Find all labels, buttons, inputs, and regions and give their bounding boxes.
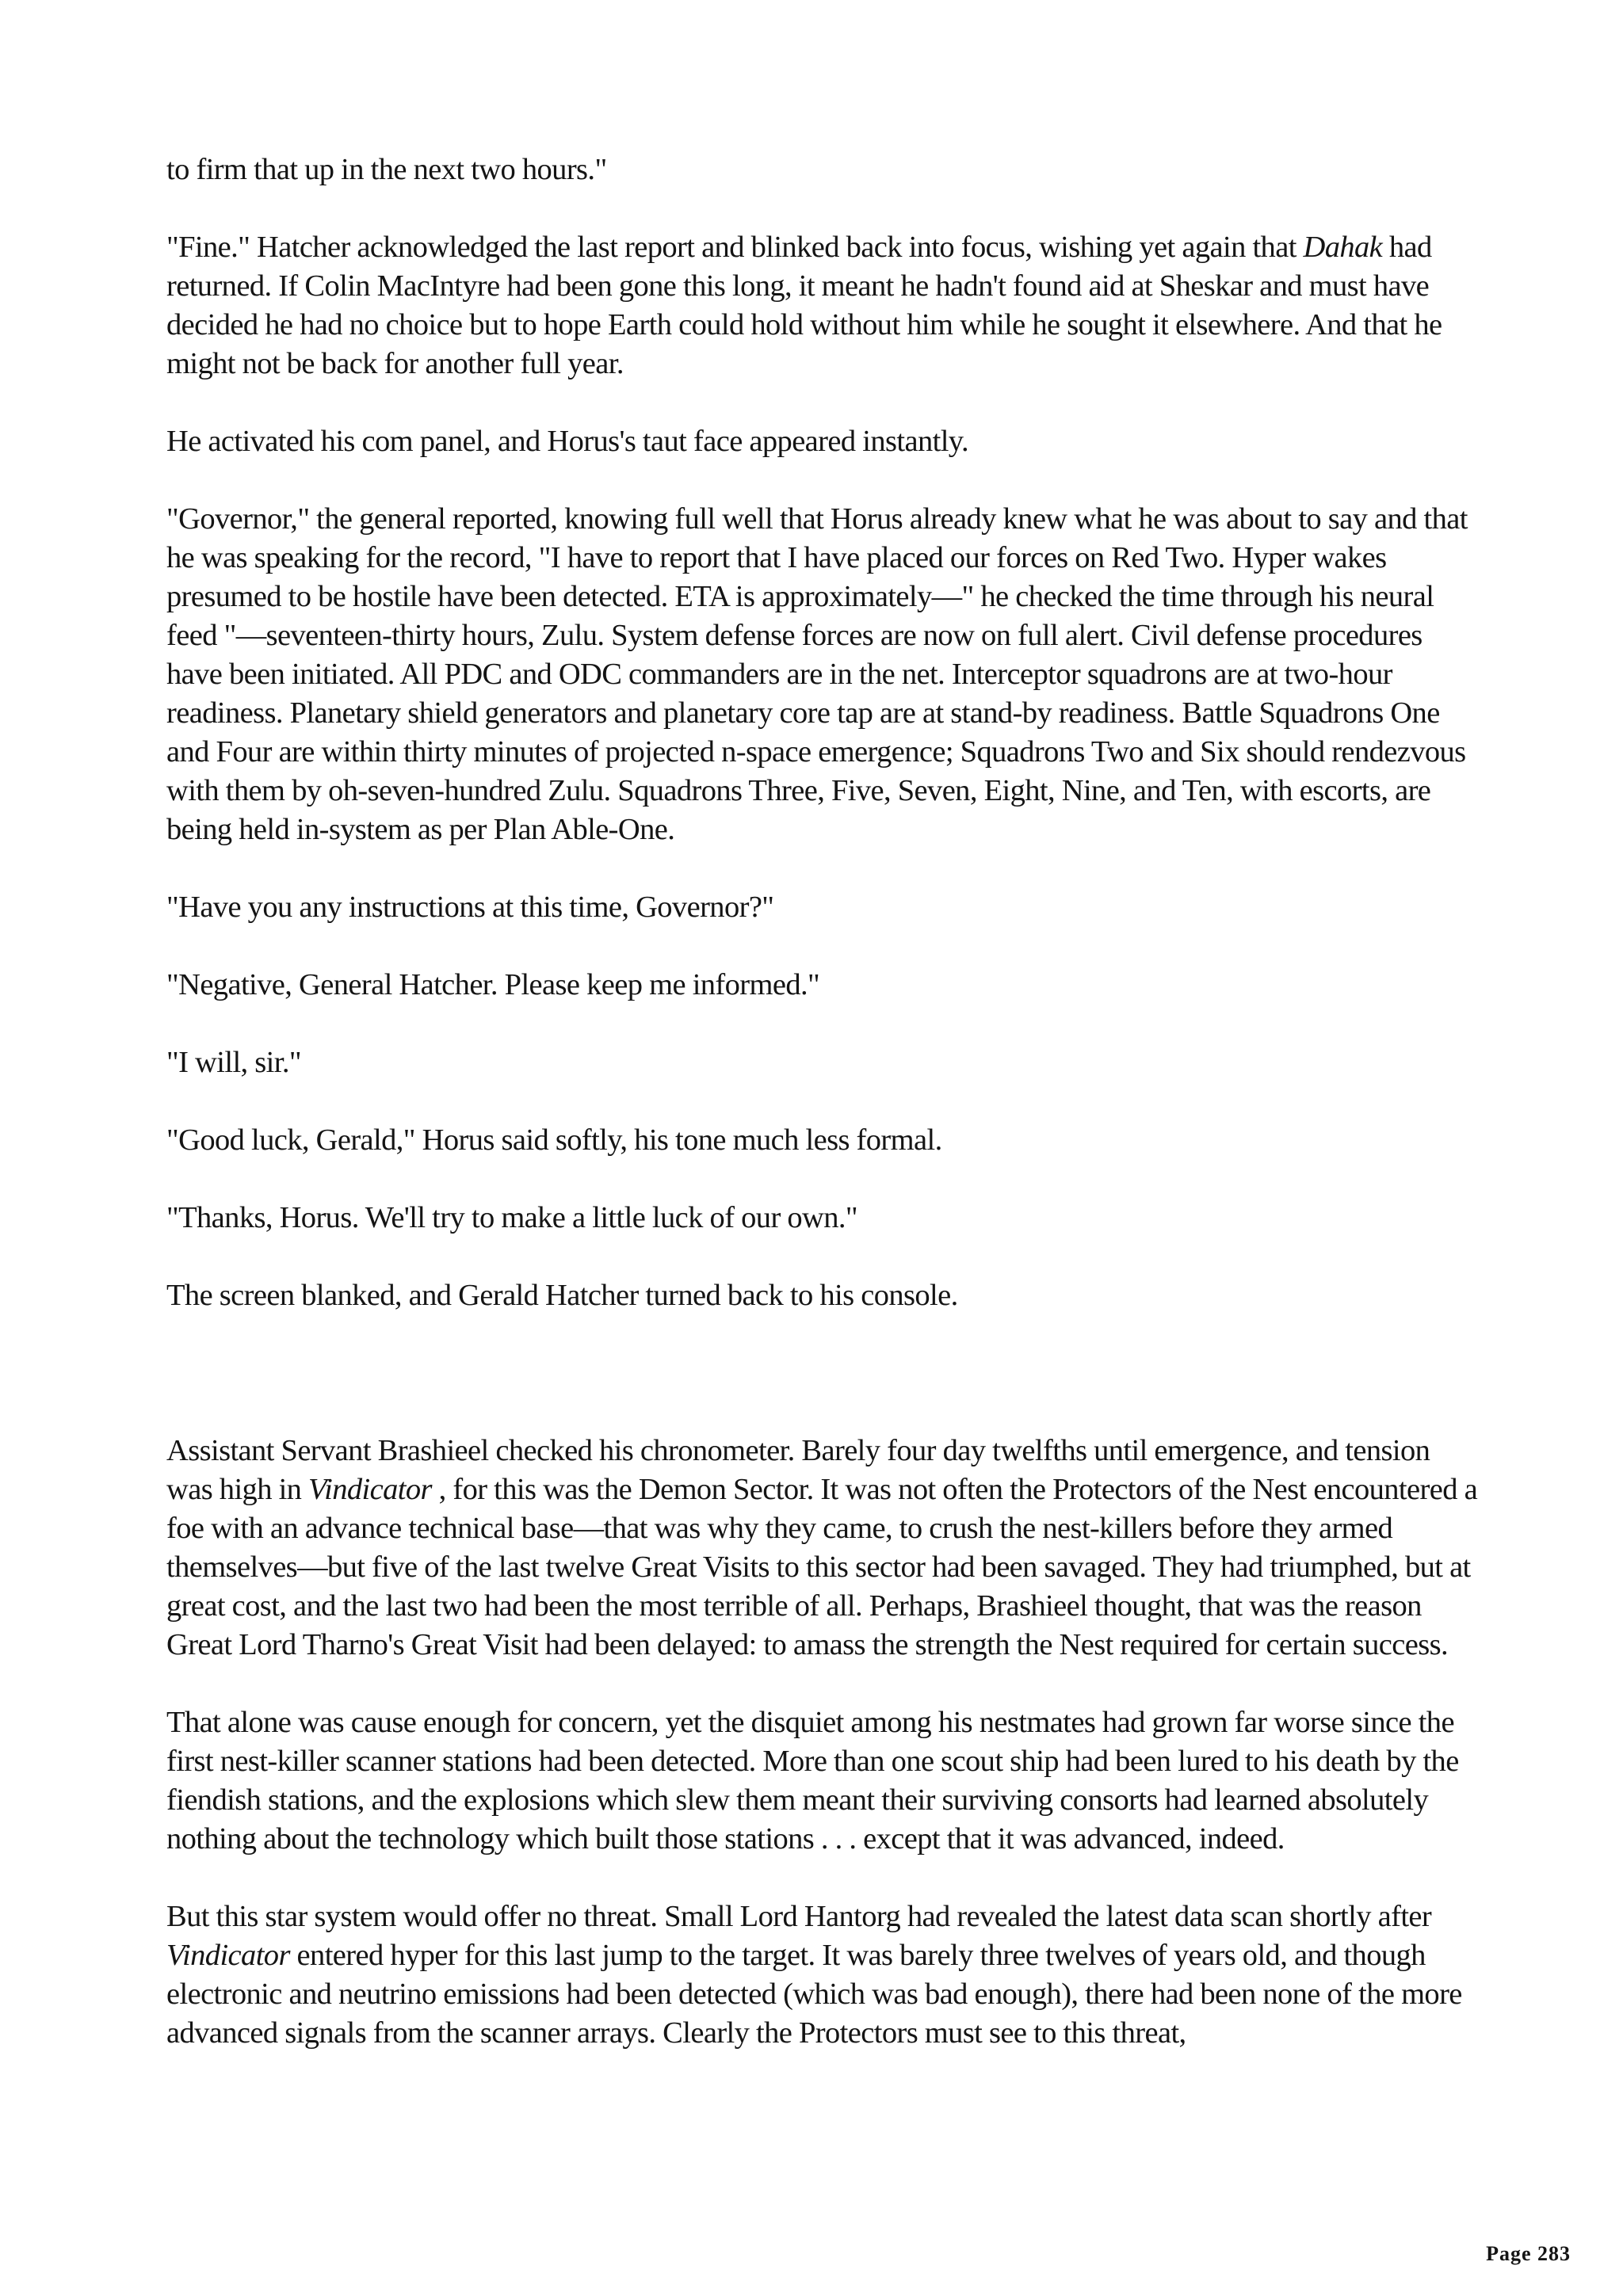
paragraph: He activated his com panel, and Horus's taut face appeared instantly. [166,425,968,458]
page-number: Page 283 [1486,2242,1571,2265]
paragraph: Assistant Servant Brashieel checked his chronometer. Barely four day twelfths until emergence, and tension was high in Vindicator , for this was the Demon Sector. It was not often the Protectors of the Nest encountered a foe with an advance technical base—that was why they came, to crush the nest-killers before they armed themselves—but five of the last twelve Great Visits to this sector had been savaged. They had triumphed, but at great cost, and the last two had been the most terrible of all. Perhaps, Brashieel thought, that was the reason Great Lord Tharno's Great Visit had been delayed: to amass the strength the Nest required for certain success. [166,1434,1478,1661]
paragraph: "Good luck, Gerald," Horus said softly, his tone much less formal. [166,1123,942,1157]
paragraph: "Governor," the general reported, knowing full well that Horus already knew what he was about to say and that he was speaking for the record, "I have to report that I have placed our forces on Red Two. Hyper wakes presumed to be hostile have been detected. ETA is approximately—" he checked the time through his neural feed "—seventeen-thirty hours, Zulu. System defense forces are now on full alert. Civil defense procedures have been initiated. All PDC and ODC commanders are in the net. Interceptor squadrons are at two-hour readiness. Planetary shield generators and planetary core tap are at stand-by readiness. Battle Squadrons One and Four are within thirty minutes of projected n-space emergence; Squadrons Two and Six should rendezvous with them by oh-seven-hundred Zulu. Squadrons Three, Five, Seven, Eight, Nine, and Ten, with escorts, are being held in-system as per Plan Able-One. [166,502,1468,846]
paragraph: But this star system would offer no threat. Small Lord Hantorg had revealed the latest data scan shortly after Vindicator entered hyper for this last jump to the target. It was barely three twelves of years old, and though electronic and neutrino emissions had been detected (which was bad enough), there had been none of the more advanced signals from the scanner arrays. Clearly the Protectors must see to this threat, [166,1900,1462,2050]
paragraph: to firm that up in the next two hours." [166,153,607,186]
paragraph: "Negative, General Hatcher. Please keep me informed." [166,968,820,1001]
body-text [166,151,1482,2092]
paragraph: "Fine." Hatcher acknowledged the last report and blinked back into focus, wishing yet again that Dahak had returned. If Colin MacIntyre had been gone this long, it meant he hadn't found aid at Sheskar and must have decided he had no choice but to hope Earth could hold without him while he sought it elsewhere. And that he might not be back for another full year. [166,231,1442,380]
ship-name: Vindicator [166,1939,290,1972]
paragraph: That alone was cause enough for concern, yet the disquiet among his nestmates had grown far worse since the first nest-killer scanner stations had been detected. More than one scout ship had been lured to his death by the fiendish stations, and the explosions which slew them meant their surviving consorts had learned absolutely nothing about the technology which built those stations . . . except that it was advanced, indeed. [166,1706,1459,1855]
ship-name: Vindicator [308,1473,432,1506]
paragraph: The screen blanked, and Gerald Hatcher turned back to his console. [166,1279,958,1312]
ship-name: Dahak [1303,231,1383,264]
paragraph: "Have you any instructions at this time, Governor?" [166,891,774,924]
paragraph: "I will, sir." [166,1046,302,1079]
paragraph: "Thanks, Horus. We'll try to make a little luck of our own." [166,1201,858,1234]
